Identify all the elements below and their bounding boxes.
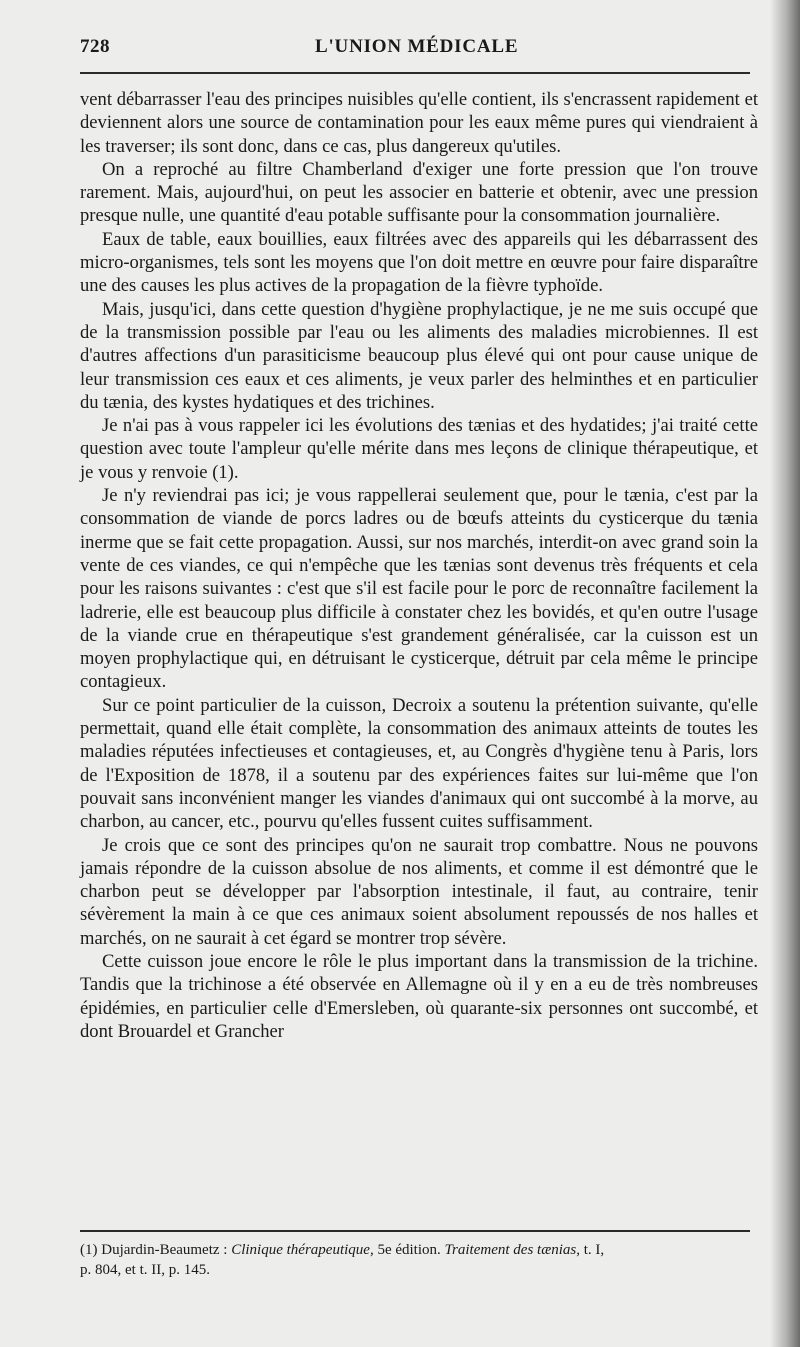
page-number: 728	[80, 36, 110, 57]
header-rule	[80, 72, 750, 74]
paragraph: Eaux de table, eaux bouillies, eaux filtrées avec des appareils qui les débarrassent des micro-organismes, tels sont les moyens que l'on doit mettre en œuvre pour faire disparaître une des causes les plus actives de la propagation de la fièvre typhoïde.	[80, 228, 758, 297]
paragraph: Je crois que ce sont des principes qu'on ne saurait trop combattre. Nous ne pouvons jamais répondre de la cuisson absolue de nos aliments, et comme il est démontré que le charbon peut se développer par l'absorption intestinale, il faut, au contraire, tenir sévèrement la main à ce que ces animaux soient absolument repoussés de nos halles et marchés, on ne saurait à cet égard se montrer trop sévère.	[80, 834, 758, 949]
body-text	[80, 88, 758, 1043]
paragraph: Mais, jusqu'ici, dans cette question d'hygiène prophylactique, je ne me suis occupé que de la transmission possible par l'eau ou les aliments des maladies microbiennes. Il est d'autres affections d'un parasiticisme beaucoup plus élevé qui ont pour cause unique de leur transmission ces eaux et ces aliments, je veux parler des helminthes et en particulier du tænia, des kystes hydatiques et des trichines.	[80, 298, 758, 413]
paragraph: Je n'ai pas à vous rappeler ici les évolutions des tænias et des hydatides; j'ai traité cette question avec toute l'ampleur qu'elle mérite dans mes leçons de clinique thérapeutique, et je vous y renvoie (1).	[80, 415, 758, 483]
footnote-rule	[80, 1230, 750, 1232]
page-header	[80, 36, 750, 66]
paragraph: On a reproché au filtre Chamberland d'exiger une forte pression que l'on trouve rarement. Mais, aujourd'hui, on peut les associer en batterie et obtenir, avec une pression presque nulle, une quantité d'eau potable suffisante pour la consommation journalière.	[80, 158, 758, 227]
footnote-marker: (1)	[80, 1242, 98, 1258]
footnote-reference: p. 804, et t. II, p. 145.	[80, 1262, 210, 1278]
footnote-reference: t. I,	[583, 1242, 605, 1258]
paragraph: Je n'y reviendrai pas ici; je vous rappellerai seulement que, pour le tænia, c'est par la consommation de viande de porcs ladres ou de bœufs atteints du cysticerque du tænia inerme que se fait cette propagation. Aussi, sur nos marchés, interdit-on avec grand soin la vente de ces viandes, ce qui n'empêche que les tænias sont devenus très fréquents et cela pour les raisons suivantes : c'est que s'il est facile pour le porc de reconnaître facilement la ladrerie, elle est beaucoup plus difficile à constater chez les bovidés, et qu'en outre l'usage de la viande crue en thérapeutique s'est grandement généralisée, car la cuisson est un moyen prophylactique qui, en détruisant le cysticerque, détruit par cela même le principe contagieux.	[80, 485, 758, 693]
paragraph: vent débarrasser l'eau des principes nuisibles qu'elle contient, ils s'encrassent rapidement et deviennent alors une source de contamination pour les eaux même pures qui viendraient à les traverser; ils sont donc, dans ce cas, plus dangereux qu'utiles.	[80, 89, 758, 157]
footnote	[80, 1240, 760, 1280]
paragraph: Sur ce point particulier de la cuisson, Decroix a soutenu la prétention suivante, qu'elle permettait, quand elle était complète, la consommation des animaux atteints de toutes les maladies réputées infectieuses et contagieuses, et, au Congrès d'hygiène tenu à Paris, lors de l'Exposition de 1878, il a soutenu par des expériences faites sur lui-même que l'on pouvait sans inconvénient manger les viandes d'animaux qui ont succombé à la morve, au charbon, au cancer, etc., pourvu qu'elles fussent cuites suffisamment.	[80, 694, 758, 833]
footnote-edition: 5e édition.	[377, 1242, 441, 1258]
footnote-title: Clinique thérapeutique,	[231, 1242, 374, 1258]
page-gutter-shadow	[770, 0, 800, 1347]
footnote-title: Traitement des tænias,	[444, 1242, 580, 1258]
running-title: L'UNION MÉDICALE	[315, 36, 519, 57]
paragraph: Cette cuisson joue encore le rôle le plus important dans la transmission de la trichine. Tandis que la trichinose a été observée en Allemagne où il y en a eu de très nombreuses épidémies, en particulier celle d'Emersleben, où quarante-six personnes ont succombé, et dont Brouardel et Grancher	[80, 950, 758, 1042]
footnote-author: Dujardin-Beaumetz :	[101, 1242, 228, 1258]
